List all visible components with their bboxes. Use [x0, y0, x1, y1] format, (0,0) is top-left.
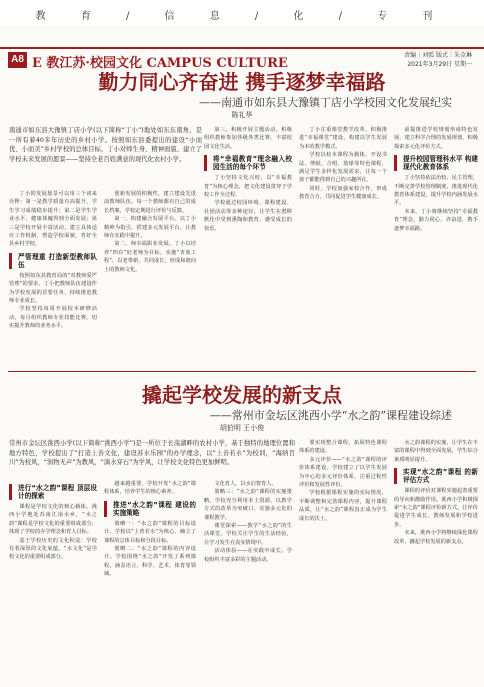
article2-column-3	[204, 480, 292, 680]
article1-column-1	[9, 190, 97, 365]
article2-column-1	[9, 480, 97, 680]
paragraph: 学校坚持每周开展校本研修活动，每月组织教师专业技能比赛，切实提升教师的业务水平。	[9, 306, 97, 330]
paragraph: 学校通过校园环境、课程建设、社团活动等多种途径，让学生在潜移默化中受到熏陶和教育，感受成长的快乐。	[204, 200, 292, 232]
article1-subtitle: ——南通市如东县大豫镇丁店小学校园文化发展纪实	[199, 96, 452, 109]
paragraph: 创新发展的积极性，建立建设先进前教师队伍。每一个教师都有自己的成长档案，学校定期进行评价与反馈。	[104, 191, 196, 214]
paragraph: 课程是学校文化的核心载体。洮西小学地处苏南江南水乡，“水之韵”课程是学校文化的重要组成部分，体现了学校的办学理念和育人目标。	[9, 504, 97, 536]
paragraph: 同时，学校加强家校合作，形成教育合力，共同促进学生健康成长。	[299, 185, 387, 201]
paragraph: 丁小注重课堂教学改革，积极推进“幸福课堂”建设，构建以学生发展为本的教学模式。	[299, 127, 387, 150]
section-title: E 教江苏·校园文化 CAMPUS CULTURE	[32, 56, 288, 71]
paragraph: 未来，丁小将继续坚持“幸福教育”理念，勤力同心，齐奋进，携手逐梦幸福路。	[394, 208, 478, 232]
paragraph: 课堂探索——教学“水之韵”的生活课堂。学校关注学生的生活经验，让学习发生在真实情境中。	[204, 523, 292, 546]
paragraph: 丁小坚持依法治校、民主管理，不断完善学校管理制度，推进现代化教育体系建设，提升学校内涵发展水平。	[394, 175, 478, 207]
article2-subtitle: ——常州市金坛区洮西小学“水之韵”课程建设综述	[209, 409, 452, 422]
editors-credit: 责编｜刘弧 版式｜朱金琳	[404, 52, 472, 59]
article2-column-5	[394, 439, 478, 680]
paragraph: 按照如东县教育局的“对教师爱严管理”的要求，丁小把教师队伍建设作为学校发展的首要任务，持续推进教师专业成长。	[9, 272, 97, 305]
paragraph: 越来越重要，学校开发“水之韵”课程体系，培养学生的核心素养。	[104, 481, 196, 496]
article1-column-5	[394, 126, 478, 365]
subheading: 实现“水之韵”课程 的新评估方式	[394, 468, 478, 484]
paragraph: 第一，构建融合发展平台。以丁小精神为指引，搭建多元发展平台，让教师在实践中提升。	[104, 216, 196, 240]
subheading: 进行“水之韵”课程 顶层设计的探索	[9, 484, 97, 500]
subheading: 推进“水之韵”课程 建设的实施策略	[104, 501, 196, 517]
paragraph: 策略二：“水之韵”课程的内容设计。学校围绕“水之韵”开发了系列课程，涵盖语言、科学、艺术、体育等领域。	[104, 546, 196, 578]
article1-title: 勤力同心齐奋进 携手逐梦幸福路	[98, 70, 386, 94]
paragraph: 多元评价——“水之韵”课程的评价体系建设。学校建立了以学生发展为中心的多元评价体系，注重过程性评价和发展性评价。	[299, 456, 387, 489]
paragraph: 水之韵课程的实施，让学生在丰富的课程中得到全面发展，学生综合素质明显提升。	[394, 440, 478, 463]
article2-author: 胡伯明 王小俊	[219, 424, 265, 432]
subheading: 将“幸福教育”理念融入校园生活的每个环节	[204, 155, 292, 171]
page-header	[0, 25, 484, 71]
article1-intro: 南通市如东县大豫镇丁店小学(以下简称“丁小”)地处如东东南角，是一所有着40多年历史的乡村小学。按照如东县委提出的建设“小而优、小而美”乡村学校的总体目标，丁小对师生身、精神面貌、建立了学校未来发展的愿景——坚持全老百姓满意的现代化农村小学。	[9, 127, 202, 163]
paragraph: 学校根据课程实施的实际情况，不断调整和完善课程内容，提升课程品质，让“水之韵”课程真正成为学生成长的沃土。	[299, 490, 387, 522]
paragraph: 要实现整合课程，拓展特色课程体系的建设。	[299, 440, 387, 455]
article1-author: 陈礼华	[231, 111, 253, 119]
paragraph: 基于学校历史的文化积淀：学校有着深厚的文化底蕴，“水文化”是学校文化的重要组成部分。	[9, 537, 97, 561]
article1-column-2	[104, 190, 196, 365]
subheading: 提升校园管理科水平 构建现代化教育体系	[394, 155, 478, 171]
page-number-badge: A8	[8, 52, 27, 68]
edition-motto: 教 育 / 信 息 / 化 / 专 刊	[35, 11, 449, 22]
article2-column-4	[299, 439, 387, 680]
paragraph: 前提推进学校规划形成特色发展，建立科学合理的发展规划，积极探索多元化评价方式。	[394, 127, 478, 150]
paragraph: 丁小坚持文化兴校，以“幸福教育”为核心理念，把文化建设贯穿于学校工作全过程。	[204, 175, 292, 199]
paragraph: 未来，洮西小学将继续深化课程改革，撬起学校发展的新支点。	[394, 530, 478, 545]
paragraph: 活动体验——在实践中成长。学校组织丰富多彩的主题活动。	[204, 548, 292, 563]
article2-title: 撬起学校发展的新支点	[142, 383, 342, 407]
article2-column-2	[104, 480, 196, 680]
paragraph: 文化育人，以水启智育人。	[214, 481, 277, 487]
paragraph: 策略一：“水之韵”课程的目标设计。学校以“上善若水”为核心，确立了课程的总体目标和分段目标。	[104, 520, 196, 544]
article-divider	[8, 371, 476, 372]
issue-date: 2021年3月29日 星期一	[407, 61, 472, 68]
paragraph: 丁小的发展愿景可以用三个词来诠释：第一是教学质量有高提升，学生学习成绩稳步提升；第二是学生学业水平、健康体魄得到全面发展；第三是学校开展丰富活动，建立具体适应工作机制，塑造学校面貌，育好全县乡村学校。	[9, 191, 97, 248]
newspaper-top-strip	[0, 0, 484, 25]
paragraph: 学校以校本课程为载体，开设书法、剪纸、合唱、篮球等特色课程，满足学生多样化发展需求，让每一个孩子都能找到自己的兴趣所在。	[299, 152, 387, 184]
paragraph: 第三，积极开展主题活动。积极组织教师参加各级各类比赛，丰富校园文化生活。	[204, 127, 292, 150]
paragraph: 课程的评价对课程实施起着重要的导向和激励作用。洮西小学积极探索“水之韵”课程评价新方式，让评价促进学生成长、教师发展和学校进步。	[394, 488, 478, 528]
subheading: 严管理重 打造新型教师队伍	[9, 253, 97, 269]
paragraph: 策略三：“水之韵”课程的实施策略。学校充分利用本土资源，以教学方式的改革为突破口，实施多元化的课程教学。	[204, 489, 292, 521]
paragraph: 第二，师幸福职业发展。丁小以培养“四有”好老师为目标，实施“青蓝工程”，以老带新，共同成长，形成和谐向上的教师文化。	[104, 241, 196, 273]
article2-intro: 常州市金坛区洮西小学(以下简称“洮西小学”)是一所位于长荡湖畔的农村小学，基于独特的地理位置和地方特色，学校提出了“打造上善文化，建设苏水乐园”的办学理念，以“上善若水”为校训，“海纳百川”为校风，“润物无声”为教风，“滴水穿石”为学风，让学校文化特色更加鲜明。	[9, 440, 295, 467]
article1-column-3	[204, 126, 292, 365]
article1-column-4	[299, 126, 387, 365]
